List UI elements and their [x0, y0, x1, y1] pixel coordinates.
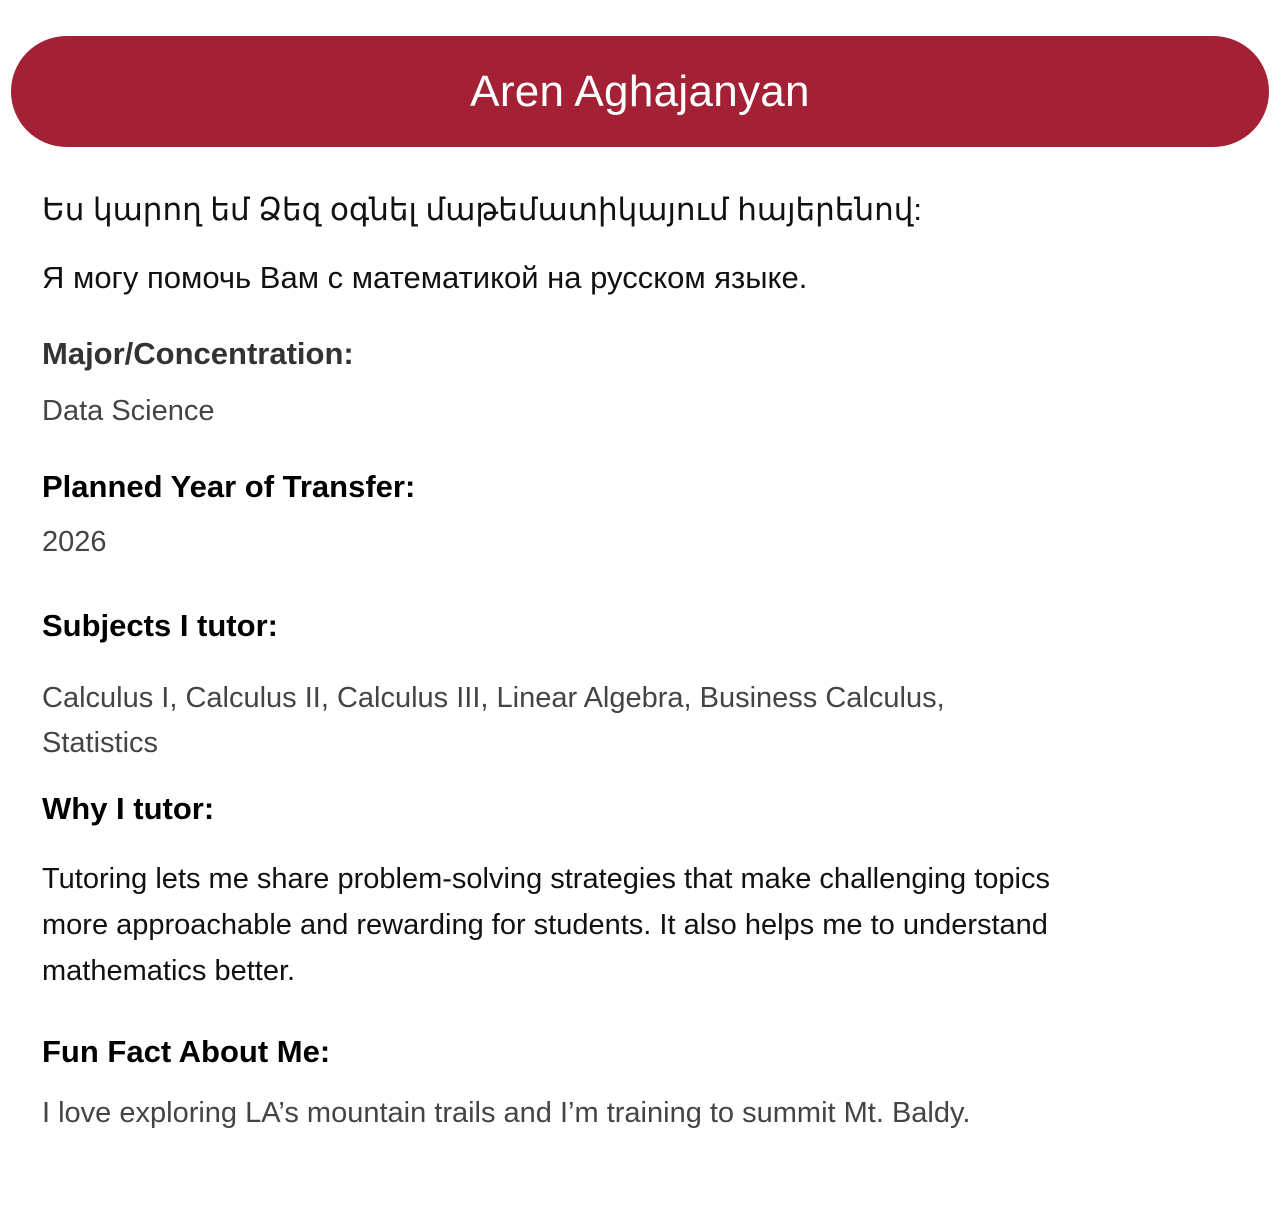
subjects-line: Statistics [42, 727, 159, 759]
major-label: Major/Concentration: [42, 336, 354, 371]
major-value: Data Science [42, 395, 215, 427]
why-line: more approachable and rewarding for students. It also helps me to understand [42, 909, 1048, 941]
why-text [42, 856, 1242, 994]
why-label: Why I tutor: [42, 791, 215, 826]
fun-fact-value: I love exploring LA’s mountain trails and I’m training to summit Mt. Baldy. [42, 1097, 971, 1129]
subjects-line: Calculus I, Calculus II, Calculus III, Linear Algebra, Business Calculus, [42, 682, 945, 714]
subjects-value [42, 676, 1242, 766]
fun-fact-label: Fun Fact About Me: [42, 1034, 331, 1069]
subjects-label: Subjects I tutor: [42, 608, 278, 643]
russian-language-note: Я могу помочь Вам с математикой на русском языке. [42, 260, 808, 295]
transfer-label: Planned Year of Transfer: [42, 469, 416, 504]
why-line: Tutoring lets me share problem-solving strategies that make challenging topics [42, 863, 1050, 895]
why-line: mathematics better. [42, 955, 296, 987]
tutor-name: Aren Aghajanyan [470, 66, 810, 116]
armenian-language-note: Ես կարող եմ Ձեզ օգնել մաթեմատիկայում հայերենով: [42, 192, 923, 227]
transfer-value: 2026 [42, 526, 107, 558]
name-banner [11, 36, 1269, 147]
